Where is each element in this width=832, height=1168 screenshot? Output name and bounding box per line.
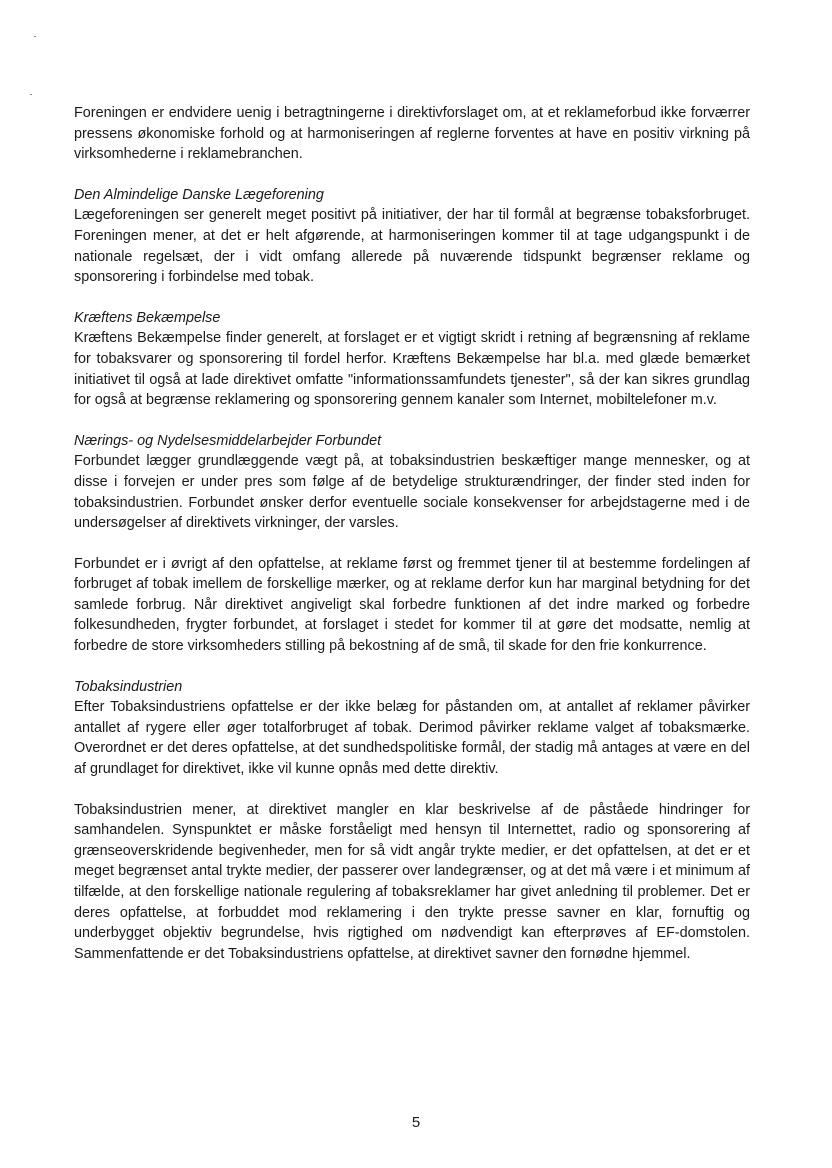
section-heading: Den Almindelige Danske Lægeforening [74,186,324,203]
paragraph: Lægeforeningen ser generelt meget positivt på initiativer, der har til formål at begrænse tobaksforbruget. Foreningen mener, at det er helt afgørende, at harmoniseringen kommer til at tage udgangspunkt i de nationale regelsæt, der i vidt omfang allerede på nuværende tidspunkt begrænser reklame og sponsorering i forbindelse med tobak. [74,207,750,286]
scan-speck [30,94,32,95]
section-intro [74,103,750,165]
section-laegeforening [74,185,750,288]
paragraph: Kræftens Bekæmpelse finder generelt, at forslaget er et vigtigt skridt i retning af begrænsning af reklame for tobaksvarer og sponsorering til fordel herfor. Kræftens Bekæmpelse har bl.a. med glæde bemærket initiativet til også at lade direktivet omfatte "informationssamfundets tjenester", så der kan sikres grundlag for også at begrænse reklamering og sponsorering gennem kanaler som Internet, mobiltelefoner m.v. [74,330,750,409]
section-naerings-forbundet-continued [74,554,750,657]
section-heading: Tobaksindustrien [74,678,183,695]
section-tobaksindustrien-continued [74,800,750,965]
section-tobaksindustrien [74,677,750,780]
paragraph: Foreningen er endvidere uenig i betragtningerne i direktivforslaget om, at et reklameforbud ikke forværrer pressens økonomiske forhold og at harmoniseringen af reglerne forventes at have en positiv virkning på virksomhederne i reklamebranchen. [74,105,750,163]
paragraph: Forbundet er i øvrigt af den opfattelse, at reklame først og fremmet tjener til at bestemme fordelingen af forbruget af tobak imellem de forskellige mærker, og at reklame derfor kun har marginal betydning for det samlede forbrug. Når direktivet angiveligt skal forbedre funktionen af det indre marked og forbedre folkesundheden, frygter forbundet, at forslaget i stedet for kommer til at gøre det modsatte, nemlig at forbedre de store virksomheders stilling på bekostning af de små, til skade for den frie konkurrence. [74,555,750,655]
document-body [74,103,750,984]
paragraph: Tobaksindustrien mener, at direktivet mangler en klar beskrivelse af de påståede hindringer for samhandelen. Synspunktet er måske forståeligt med hensyn til Internettet, radio og sponsorering af grænseoverskridende begivenheder, men for så vidt angår trykte medier, er det opfattelsen, at det er et meget begrænset antal trykte medier, der passerer over landegrænser, og at det må være i et minimum af tilfælde, at den forskellige nationale regulering af tobaksreklamer har givet anledning til problemer. Det er deres opfattelse, at forbuddet mod reklamering i den trykte presse savner en klar, fornuftig og underbygget objektiv begrundelse, hvis rigtighed om nødvendigt kan efterprøves af EF-domstolen. Sammenfattende er det Tobaksindustriens opfattelse, at direktivet savner den fornødne hjemmel. [74,801,750,962]
paragraph: Forbundet lægger grundlæggende vægt på, at tobaksindustrien beskæftiger mange mennesker, og at disse i forvejen er under pres som følge af de betydelige strukturændringer, der finder sted inden for tobaksindustrien. Forbundet ønsker derfor eventuelle sociale konsekvenser for arbejdstagerne med i de undersøgelser af direktivets virkninger, der varsles. [74,453,750,532]
paragraph: Efter Tobaksindustriens opfattelse er der ikke belæg for påstanden om, at antallet af reklamer påvirker antallet af rygere eller øger totalforbruget af tobak. Derimod påvirker reklame valget af tobaksmærke. Overordnet er det deres opfattelse, at det sundhedspolitiske formål, der stadig må antages at være en del af grundlaget for direktivet, ikke vil kunne opnås med dette direktiv. [74,699,750,778]
section-kraeftens-bekaempelse [74,308,750,411]
page-number: 5 [411,1114,421,1131]
section-naerings-forbundet [74,431,750,534]
section-heading: Nærings- og Nydelsesmiddelarbejder Forbundet [74,432,382,449]
section-heading: Kræftens Bekæmpelse [74,309,221,326]
scan-speck [34,36,36,37]
